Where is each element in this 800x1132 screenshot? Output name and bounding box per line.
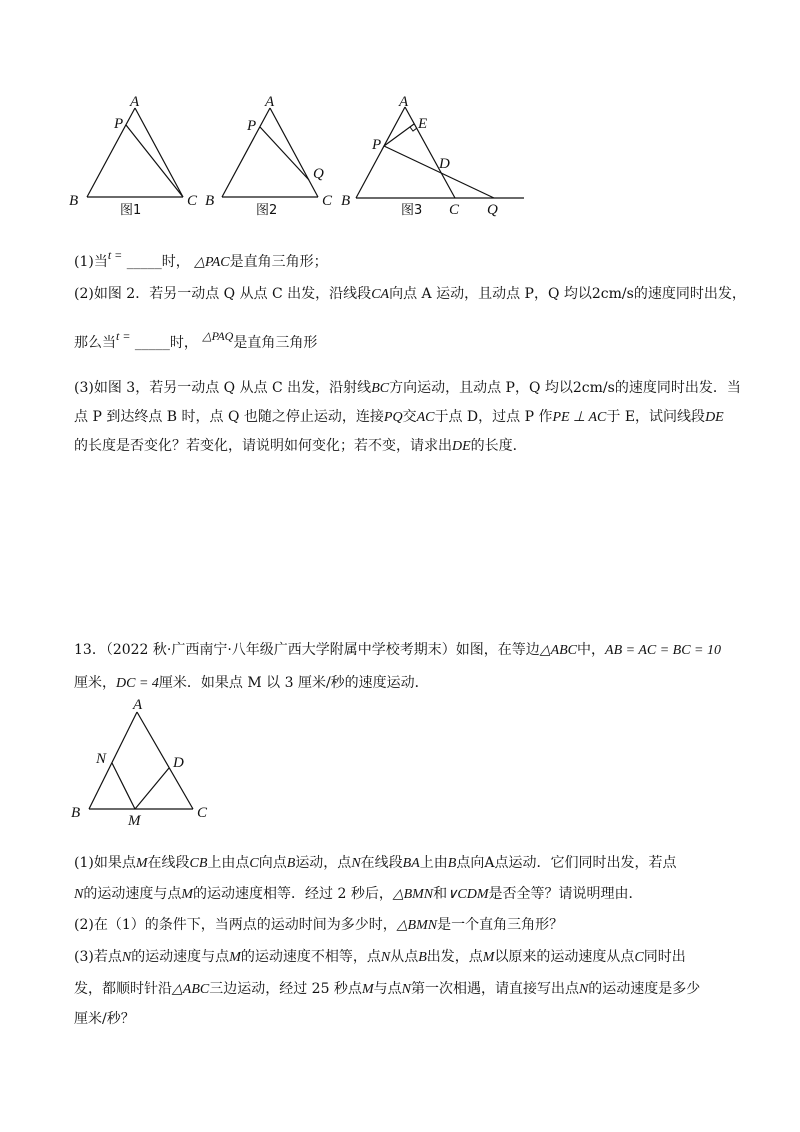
q13-p2-a: (2)在（1）的条件下，当两点的运动时间为多少时， <box>74 917 397 933</box>
fig2-side-ac <box>270 108 318 197</box>
fig3-side-ac <box>405 107 455 198</box>
q13-p3-h: 发，都顺时针沿 <box>74 981 172 997</box>
q13-p3-l: 的运动速度是多少 <box>588 981 701 997</box>
fig2-label-q: Q <box>313 166 324 182</box>
q12-p2-seg: CA <box>371 287 390 302</box>
fig3-label-b: B <box>341 193 351 209</box>
q13-p3-m-last: 厘米/秒？ <box>74 1011 135 1027</box>
fig2-label-b: B <box>205 193 215 209</box>
q12-p3-speed: 2cm/s <box>572 380 615 396</box>
fig3-label-c: C <box>449 202 460 218</box>
q13-dc: DC = 4 <box>116 676 159 691</box>
q12-part3-line3 <box>74 436 527 457</box>
fig2-label-c: C <box>322 193 333 209</box>
fig2-side-ab <box>222 108 270 197</box>
q13-p1-f: 在线段 <box>360 855 403 871</box>
q13-p3-m: M <box>229 950 241 965</box>
q12-p1-t: t = <box>107 248 123 262</box>
q13-text-mid: 中， <box>577 642 606 658</box>
q13-p3-j: 与点 <box>373 981 402 997</box>
q12-p3-pq: PQ <box>383 410 403 425</box>
fig2-label-a: A <box>265 94 275 110</box>
q12-p3-de2: DE <box>452 439 471 454</box>
q13-p3-d: 从点 <box>390 949 419 965</box>
q13-p1-d: 向点 <box>258 855 287 871</box>
figure-1 <box>66 92 196 217</box>
q13-p1-cc: C <box>249 856 259 871</box>
q13-p1-and: 和 <box>433 886 448 902</box>
q13-p3-m3: M <box>361 982 374 997</box>
q12-p3-text-a: (3)如图 3，若另一动点 Q 从点 C 出发，沿射线 <box>74 380 372 396</box>
q13-p1-l: 是否全等？请说明理由． <box>488 886 643 902</box>
fig3-segment-pq <box>384 146 494 198</box>
q13-p1-i: 点运动．它们同时出发，若点 <box>494 855 677 871</box>
q13-part3-line2 <box>74 979 700 1000</box>
q12-p2-text-d: 那么当 <box>74 335 116 351</box>
q12-p3-ray: BC <box>371 381 390 396</box>
q13-segment-md <box>135 768 169 809</box>
q13-p1-a: (1)如果点 <box>74 855 136 871</box>
q13-p3-c: 的运动速度不相等，点 <box>240 949 381 965</box>
q12-p2-triangle: △PAQ <box>202 329 234 343</box>
q13-p1-t2: ∨CDM <box>447 887 489 902</box>
q13-p1-h: 点向 <box>456 855 485 871</box>
q13-equation: AB = AC = BC = 10 <box>605 643 722 658</box>
q12-p3-ac: AC <box>416 410 435 425</box>
fig2-label-p: P <box>247 118 257 134</box>
fig1-label-p: P <box>114 116 124 132</box>
q13-p1-aa: A <box>484 855 495 871</box>
q13-p1-g: 上由 <box>419 855 448 871</box>
fig1-label-b: B <box>69 193 79 209</box>
q12-p2-blank: _____ <box>134 335 170 351</box>
q13-p1-b2: B <box>447 856 457 871</box>
q12-p3-text-e: 交 <box>402 409 417 425</box>
q13-text-l2a: 厘米， <box>74 675 116 691</box>
q13-intro-line1 <box>74 640 721 661</box>
q12-part3-line2 <box>74 407 724 428</box>
q13-triangle: △ABC <box>539 643 578 658</box>
q13-p3-i: 三边运动，经过 25 秒点 <box>209 981 362 997</box>
q13-p1-n: N <box>351 856 361 871</box>
fig3-caption: 图3 <box>401 203 423 218</box>
q13-number: 13． <box>74 642 106 658</box>
q13-label-a: A <box>133 697 143 713</box>
q13-p2-b: 是一个直角三角形？ <box>437 917 564 933</box>
q12-part2-line2 <box>74 329 318 353</box>
q12-p2-text-e: 时， <box>169 335 198 351</box>
q12-p3-text-i: 的长度． <box>470 438 527 454</box>
figure-q13 <box>66 696 216 831</box>
q12-p3-text-c: 的速度同时出发．当 <box>614 380 741 396</box>
q12-p3-perp: PE ⊥ AC <box>552 410 607 425</box>
fig3-label-d: D <box>439 156 450 172</box>
fig1-side-ab <box>87 108 135 197</box>
q12-part1 <box>74 248 328 273</box>
q12-p2-text-c: 的速度同时出发， <box>633 286 746 302</box>
q12-part3-line1 <box>74 378 741 399</box>
q13-p3-a: (3)若点 <box>74 949 122 965</box>
q13-part1-line2 <box>74 884 643 905</box>
q13-side-ac <box>137 712 193 809</box>
q13-label-c: C <box>197 805 208 821</box>
q13-segment-nm <box>112 763 135 809</box>
q13-p3-g: 同时出 <box>643 949 686 965</box>
q13-part2 <box>74 915 563 936</box>
q13-p1-cb: CB <box>189 856 208 871</box>
q13-p1-bb: B <box>286 856 296 871</box>
q13-p3-b: 的运动速度与点 <box>131 949 230 965</box>
fig3-segment-pe <box>384 124 414 146</box>
q13-p1-c: 上由点 <box>207 855 250 871</box>
q13-text-l2b: 厘米．如果点 M 以 3 厘米/秒的速度运动． <box>158 675 429 691</box>
q13-label-d: D <box>173 755 184 771</box>
q13-p1-j: 的运动速度与点 <box>83 886 182 902</box>
q12-p2-text-a: (2)如图 2．若另一动点 Q 从点 C 出发，沿线段 <box>74 286 372 302</box>
q13-label-n: N <box>96 751 107 767</box>
q13-p1-jm: M <box>181 887 194 902</box>
q13-p3-triangle: △ABC <box>172 982 210 997</box>
q12-p1-text-b: 时， <box>161 254 190 270</box>
q13-p1-ba: BA <box>402 856 420 871</box>
q13-p1-b: 在线段 <box>147 855 190 871</box>
q13-p3-n3: N <box>401 982 411 997</box>
fig3-label-q: Q <box>487 202 498 218</box>
q12-p2-t: t = <box>116 329 131 343</box>
fig3-label-e: E <box>418 116 428 132</box>
q13-p1-t1: △BMN <box>392 887 434 902</box>
q12-p3-text-d: 点 P 到达终点 B 时，点 Q 也随之停止运动，连接 <box>74 409 384 425</box>
fig1-side-ac <box>135 108 183 197</box>
q13-p3-n: N <box>121 950 132 965</box>
q13-p3-n4: N <box>578 982 589 997</box>
q13-p3-f: 以原来的运动速度从点 <box>494 949 635 965</box>
q13-intro-line2 <box>74 673 429 694</box>
q12-p3-text-f: 于点 D，过点 P 作 <box>434 409 553 425</box>
q12-p2-text-b: 向点 A 运动，且动点 P，Q 均以 <box>389 286 592 302</box>
q13-p3-bb: B <box>418 950 427 965</box>
figure-2 <box>203 92 338 217</box>
q13-p2-triangle: △BMN <box>396 918 438 933</box>
fig2-caption: 图2 <box>256 203 278 218</box>
q13-p1-e: 运动，点 <box>295 855 352 871</box>
fig3-label-p: P <box>372 137 382 153</box>
q13-p3-n2: N <box>380 950 391 965</box>
q13-label-b: B <box>71 805 81 821</box>
q13-p3-m2: M <box>482 950 495 965</box>
q12-p3-de: DE <box>705 410 724 425</box>
q12-p3-text-h: 的长度是否变化？若变化，请说明如何变化；若不变，请求出 <box>74 438 452 454</box>
q12-p2-speed: 2cm/s <box>591 286 634 302</box>
q12-p1-blank: _____ <box>126 254 162 270</box>
q13-p1-jn: N <box>74 887 84 902</box>
q12-p1-text-c: 是直角三角形； <box>229 254 328 270</box>
q12-part2-line1 <box>74 284 746 305</box>
q13-p3-k: 第一次相遇，请直接写出点 <box>410 981 579 997</box>
q13-source: （2022 秋·广西南宁·八年级广西大学附属中学校考期末）如图，在等边 <box>105 642 540 658</box>
q13-p3-cc: C <box>634 950 644 965</box>
q12-p3-text-g: 于 E，试问线段 <box>606 409 706 425</box>
q13-p1-m: M <box>135 856 148 871</box>
q12-p3-text-b: 方向运动，且动点 P，Q 均以 <box>389 380 573 396</box>
q13-part3-line3 <box>74 1009 135 1029</box>
fig1-caption: 图1 <box>120 203 142 218</box>
q13-label-m: M <box>128 813 141 829</box>
q13-p1-k: 的运动速度相等．经过 2 秒后， <box>193 886 393 902</box>
fig3-label-a: A <box>399 94 409 110</box>
figure-3 <box>338 92 528 217</box>
q13-part1-line1 <box>74 853 676 874</box>
q12-p1-text-a: (1)当 <box>74 254 108 270</box>
fig1-segment-pc <box>126 125 183 197</box>
q12-p2-text-f: 是直角三角形 <box>233 335 318 351</box>
q12-p1-triangle: △PAC <box>194 255 230 270</box>
fig1-label-c: C <box>187 193 198 209</box>
fig1-label-a: A <box>130 94 140 110</box>
q13-p3-e: 出发，点 <box>426 949 483 965</box>
q13-part3-line1 <box>74 947 686 968</box>
